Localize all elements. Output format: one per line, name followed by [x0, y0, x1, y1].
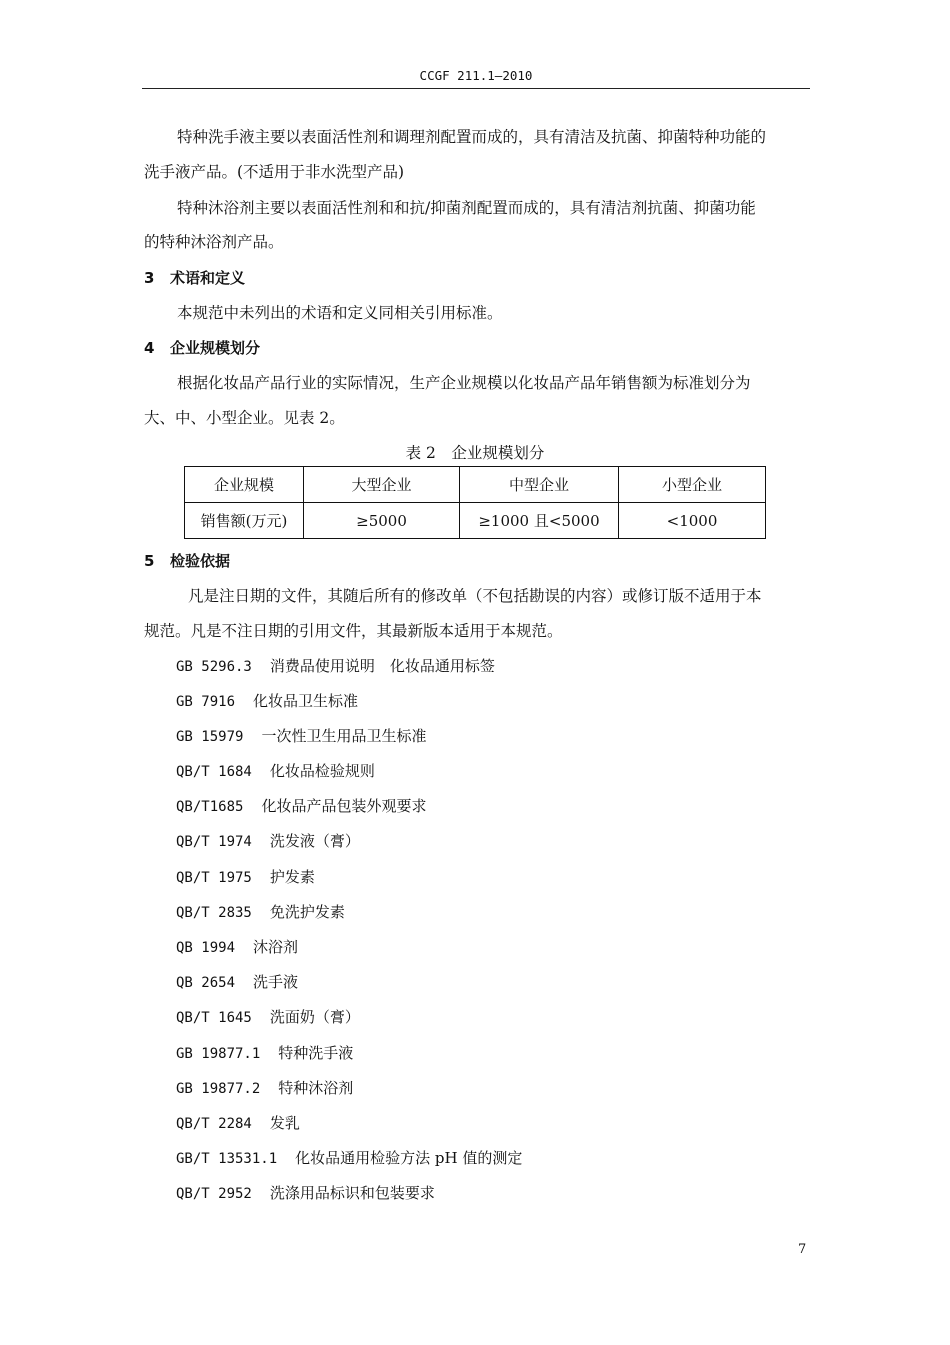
reference-code: QB/T1685 — [176, 799, 244, 815]
reference-code: GB 19877.2 — [176, 1081, 261, 1097]
reference-item — [176, 1007, 360, 1028]
reference-code: GB 5296.3 — [176, 659, 252, 675]
table-cell: <1000 — [619, 503, 766, 539]
reference-item — [176, 937, 298, 958]
enterprise-scale-table — [184, 466, 766, 539]
section-4-title: 企业规模划分 — [170, 339, 261, 357]
reference-item — [176, 867, 315, 888]
reference-title: 化妆品检验规则 — [269, 762, 375, 780]
table-cell: ≥5000 — [304, 503, 460, 539]
section-5-title: 检验依据 — [170, 552, 231, 570]
table-header-cell: 中型企业 — [460, 467, 619, 503]
reference-title: 化妆品产品包装外观要求 — [261, 797, 427, 815]
reference-code: QB/T 2284 — [176, 1116, 252, 1132]
reference-item — [176, 1043, 353, 1064]
table-2-caption: 表 2 企业规模划分 — [405, 444, 545, 462]
section-4-text-line-1: 根据化妆品产品行业的实际情况，生产企业规模以化妆品产品年销售额为标准划分为 — [177, 374, 751, 392]
reference-item — [176, 902, 345, 923]
reference-code: QB/T 2835 — [176, 905, 252, 921]
reference-title: 护发素 — [269, 868, 315, 886]
table-cell: 销售额(万元) — [185, 503, 304, 539]
table-row — [185, 503, 766, 539]
reference-item — [176, 761, 375, 782]
reference-title: 免洗护发素 — [269, 903, 345, 921]
section-5-text-line-1: 凡是注日期的文件，其随后所有的修改单（不包括勘误的内容）或修订版不适用于本 — [188, 587, 762, 605]
reference-item — [176, 1113, 300, 1134]
section-5-heading — [144, 551, 230, 571]
intro-paragraph-2-line-2: 的特种沐浴剂产品。 — [144, 233, 284, 251]
reference-code: QB 1994 — [176, 940, 236, 956]
reference-item — [176, 656, 495, 677]
reference-code: QB/T 1974 — [176, 834, 252, 850]
reference-item — [176, 726, 426, 747]
reference-code: GB 19877.1 — [176, 1046, 261, 1062]
reference-item — [176, 1183, 435, 1204]
section-4-heading — [144, 338, 260, 358]
reference-title: 一次性卫生用品卫生标准 — [261, 727, 427, 745]
section-3-title: 术语和定义 — [170, 269, 246, 287]
reference-code: GB 15979 — [176, 729, 244, 745]
reference-title: 消费品使用说明 化妆品通用标签 — [269, 657, 495, 675]
section-5-number: 5 — [144, 552, 155, 570]
reference-code: GB 7916 — [176, 694, 236, 710]
reference-title: 洗发液（膏） — [269, 832, 360, 850]
reference-code: QB 2654 — [176, 975, 236, 991]
page-number: 7 — [798, 1242, 807, 1257]
table-header-row — [185, 467, 766, 503]
reference-title: 洗涤用品标识和包装要求 — [269, 1184, 435, 1202]
reference-code: QB/T 1975 — [176, 870, 252, 886]
reference-item — [176, 796, 426, 817]
reference-item — [176, 1148, 522, 1169]
section-3-number: 3 — [144, 269, 155, 287]
section-3-text: 本规范中未列出的术语和定义同相关引用标准。 — [177, 304, 503, 322]
section-4-text-line-2: 大、中、小型企业。见表 2。 — [144, 409, 345, 427]
header-rule — [142, 88, 810, 89]
reference-title: 洗手液 — [253, 973, 299, 991]
intro-paragraph-1-line-2: 洗手液产品。(不适用于非水洗型产品) — [144, 163, 405, 181]
reference-item — [176, 831, 360, 852]
reference-title: 沐浴剂 — [253, 938, 299, 956]
page-header-code: CCGF 211.1—2010 — [419, 68, 533, 83]
intro-paragraph-2-line-1: 特种沐浴剂主要以表面活性剂和和抗/抑菌剂配置而成的，具有清洁剂抗菌、抑菌功能 — [177, 199, 756, 217]
reference-title: 化妆品卫生标准 — [253, 692, 359, 710]
reference-title: 特种洗手液 — [278, 1044, 354, 1062]
table-cell: ≥1000 且<5000 — [460, 503, 619, 539]
reference-code: QB/T 2952 — [176, 1186, 252, 1202]
intro-paragraph-1-line-1: 特种洗手液主要以表面活性剂和调理剂配置而成的，具有清洁及抗菌、抑菌特种功能的 — [177, 128, 767, 146]
reference-title: 化妆品通用检验方法 pH 值的测定 — [295, 1149, 523, 1167]
reference-title: 发乳 — [269, 1114, 300, 1132]
reference-title: 洗面奶（膏） — [269, 1008, 360, 1026]
reference-item — [176, 972, 298, 993]
section-5-text-line-2: 规范。凡是不注日期的引用文件，其最新版本适用于本规范。 — [144, 622, 563, 640]
reference-code: QB/T 1645 — [176, 1010, 252, 1026]
section-4-number: 4 — [144, 339, 155, 357]
table-header-cell: 企业规模 — [185, 467, 304, 503]
reference-title: 特种沐浴剂 — [278, 1079, 354, 1097]
reference-code: GB/T 13531.1 — [176, 1151, 278, 1167]
section-3-heading — [144, 268, 245, 288]
table-header-cell: 小型企业 — [619, 467, 766, 503]
reference-item — [176, 691, 358, 712]
table-header-cell: 大型企业 — [304, 467, 460, 503]
reference-item — [176, 1078, 353, 1099]
reference-code: QB/T 1684 — [176, 764, 252, 780]
